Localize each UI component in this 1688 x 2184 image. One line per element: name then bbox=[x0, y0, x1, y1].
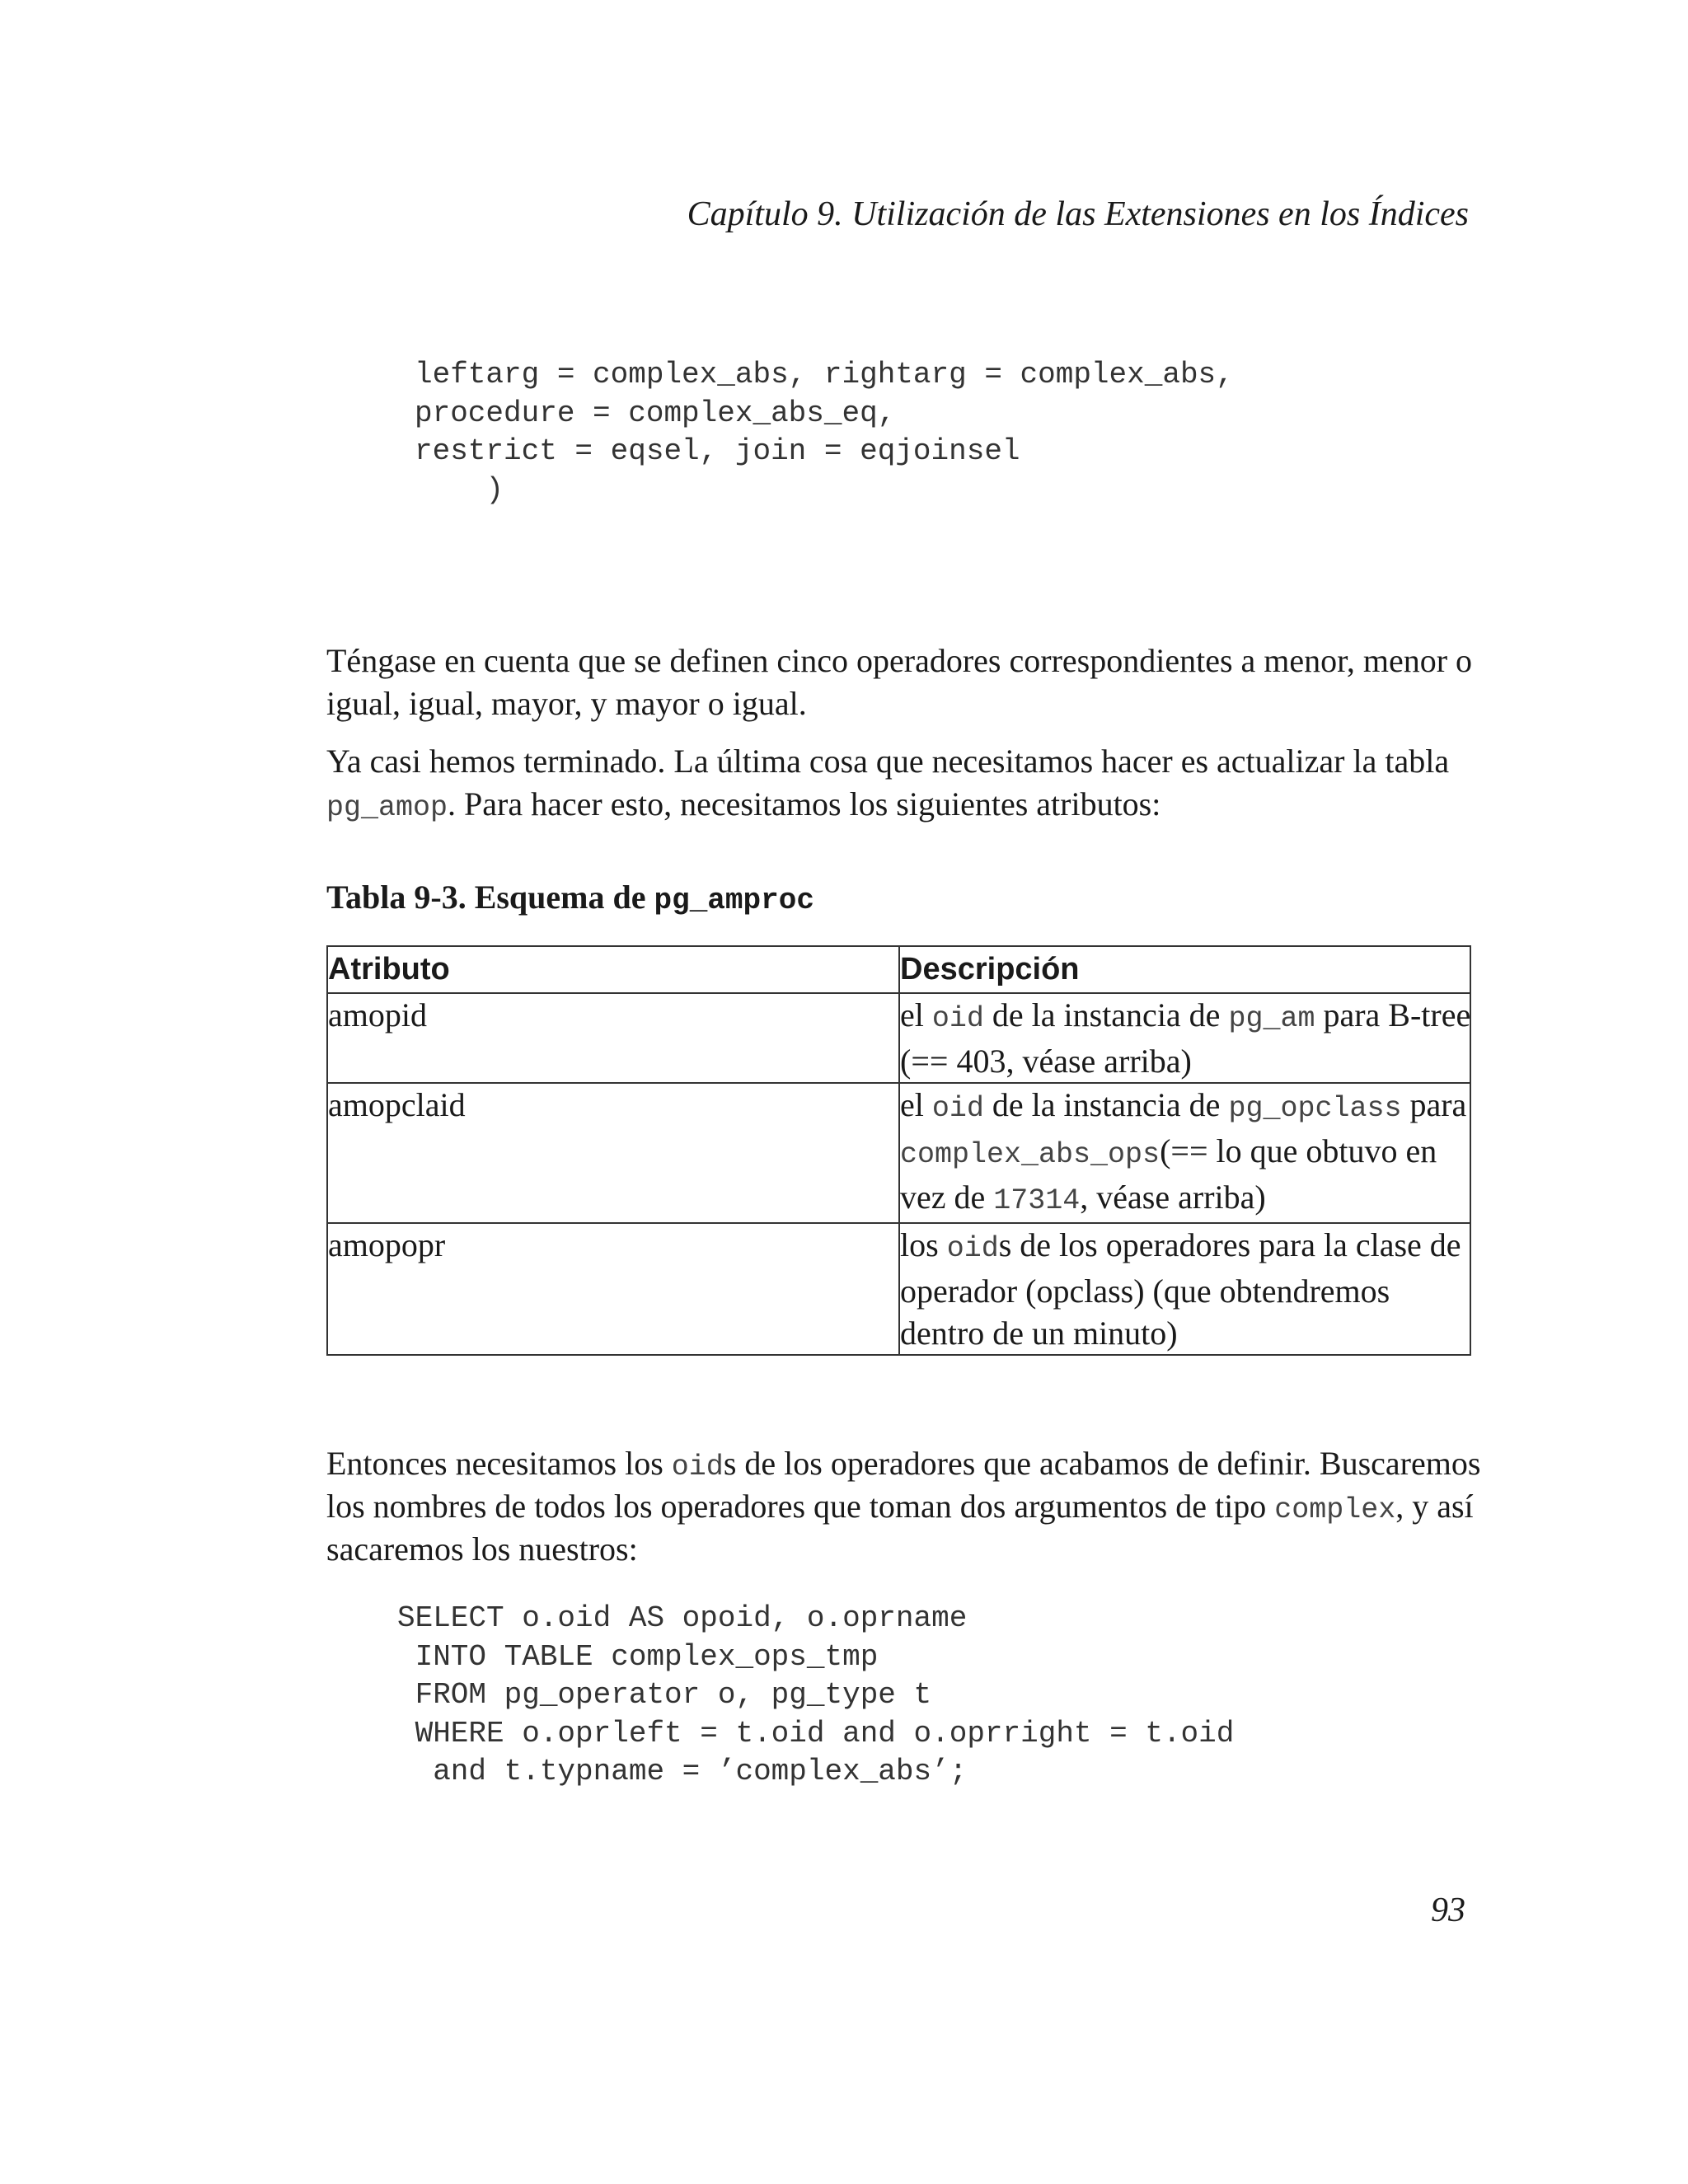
code-block-select-query bbox=[397, 1600, 1234, 1792]
inline-code: oid bbox=[671, 1451, 724, 1483]
caption-code: pg_amproc bbox=[654, 883, 814, 917]
text-run: . Para hacer esto, necesitamos los siguientes atributos: bbox=[448, 785, 1161, 823]
code-line: ) bbox=[415, 472, 504, 507]
paragraph-line bbox=[326, 1442, 1481, 1485]
paragraph-line: igual, igual, mayor, y mayor o igual. bbox=[326, 685, 807, 722]
running-header: Capítulo 9. Utilización de las Extensiones en los Índices bbox=[687, 195, 1469, 233]
code-line: SELECT o.oid AS opoid, o.oprname bbox=[397, 1601, 968, 1635]
page-number: 93 bbox=[1431, 1891, 1465, 1929]
table-caption bbox=[326, 875, 814, 923]
table-row bbox=[327, 1083, 1470, 1223]
caption-text: Tabla 9-3. Esquema de bbox=[326, 879, 654, 916]
code-line: WHERE o.oprleft = t.oid and o.oprright = t.oid bbox=[397, 1716, 1235, 1750]
text-run: (== lo que obtuvo en bbox=[1160, 1132, 1437, 1169]
cell-description bbox=[899, 1083, 1470, 1223]
column-header-attribute: Atributo bbox=[327, 946, 899, 993]
text-run: Entonces necesitamos los bbox=[326, 1445, 672, 1482]
table-header-row bbox=[327, 946, 1470, 993]
cell-line bbox=[900, 994, 1471, 1040]
cell-description bbox=[899, 993, 1470, 1083]
text-run: el bbox=[900, 996, 932, 1033]
code-line: leftarg = complex_abs, rightarg = complex_abs, bbox=[415, 358, 1234, 391]
cell-line: dentro de un minuto) bbox=[900, 1315, 1178, 1352]
text-run: vez de bbox=[900, 1179, 994, 1216]
cell-attribute: amopclaid bbox=[327, 1083, 899, 1223]
code-line: restrict = eqsel, join = eqjoinsel bbox=[415, 434, 1020, 468]
cell-line bbox=[900, 1130, 1468, 1176]
cell-description bbox=[899, 1223, 1470, 1355]
cell-line: (== 403, véase arriba) bbox=[900, 1043, 1192, 1080]
text-run: para B-tree bbox=[1315, 996, 1471, 1033]
cell-line bbox=[900, 1224, 1468, 1270]
code-line: procedure = complex_abs_eq, bbox=[415, 396, 896, 430]
inline-code: oid bbox=[931, 1002, 984, 1035]
paragraph-line: Ya casi hemos terminado. La última cosa que necesitamos hacer es actualizar la tabla bbox=[326, 743, 1450, 780]
paragraph-operators-note bbox=[326, 640, 1472, 725]
paragraph-line bbox=[326, 1485, 1472, 1528]
table-row bbox=[327, 1223, 1470, 1355]
code-line: INTO TABLE complex_ops_tmp bbox=[397, 1639, 879, 1674]
cell-attribute: amopid bbox=[327, 993, 899, 1083]
text-run: , y así bbox=[1395, 1488, 1474, 1525]
paragraph-line: sacaremos los nuestros: bbox=[326, 1530, 638, 1568]
code-block-operator-definition bbox=[415, 356, 1234, 509]
column-header-description: Descripción bbox=[899, 946, 1470, 993]
text-run: los nombres de todos los operadores que toman dos argumentos de tipo bbox=[326, 1488, 1275, 1525]
text-run: s de los operadores para la clase de bbox=[998, 1226, 1461, 1263]
inline-code: oid bbox=[946, 1232, 999, 1265]
code-line: and t.typname = ’complex_abs’; bbox=[397, 1755, 968, 1788]
inline-code: complex_abs_ops bbox=[900, 1138, 1160, 1171]
inline-code: 17314 bbox=[993, 1184, 1081, 1217]
cell-line bbox=[900, 1176, 1468, 1222]
cell-line: operador (opclass) (que obtendremos bbox=[900, 1272, 1390, 1310]
paragraph-line: Téngase en cuenta que se definen cinco operadores correspondientes a menor, menor o bbox=[326, 642, 1473, 679]
text-run: s de los operadores que acabamos de definir. Buscaremos bbox=[723, 1445, 1481, 1482]
text-run: el bbox=[900, 1086, 932, 1123]
inline-code: pg_opclass bbox=[1228, 1092, 1402, 1125]
inline-code: pg_amop bbox=[326, 791, 448, 824]
schema-table bbox=[326, 945, 1471, 1356]
paragraph-find-oids bbox=[326, 1442, 1481, 1571]
code-line: FROM pg_operator o, pg_type t bbox=[397, 1678, 932, 1712]
text-run: de la instancia de bbox=[983, 1086, 1229, 1123]
paragraph-update-pg-amop bbox=[326, 740, 1472, 826]
cell-line bbox=[900, 1084, 1468, 1130]
text-run: de la instancia de bbox=[983, 996, 1229, 1033]
text-run: , véase arriba) bbox=[1080, 1179, 1266, 1216]
inline-code: oid bbox=[931, 1092, 984, 1125]
text-run: para bbox=[1401, 1086, 1467, 1123]
paragraph-line bbox=[326, 783, 1472, 826]
text-run: los bbox=[900, 1226, 947, 1263]
inline-code: complex bbox=[1274, 1493, 1396, 1526]
table-row bbox=[327, 993, 1470, 1083]
inline-code: pg_am bbox=[1228, 1002, 1315, 1035]
cell-attribute: amopopr bbox=[327, 1223, 899, 1355]
